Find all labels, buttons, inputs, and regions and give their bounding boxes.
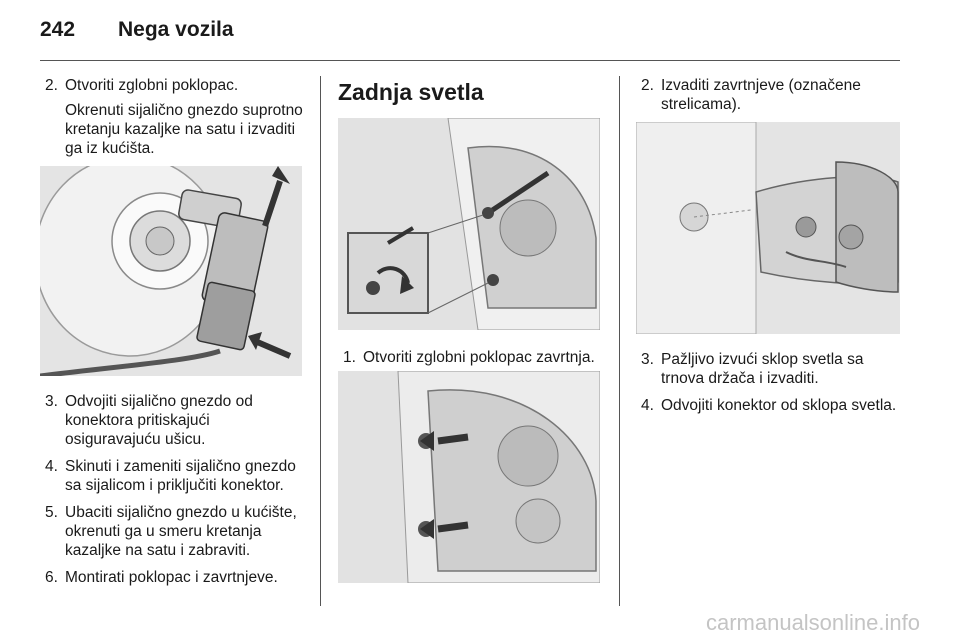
step-number: 6. [45,569,58,586]
step-3-pull-light-assembly [636,350,904,388]
rear-light-removal-illustration [636,122,900,334]
column-right [636,76,904,423]
step-text: Odvojiti konektor od sklopa svetla. [661,397,897,414]
step-number: 5. [45,504,58,521]
step-4-replace-socket [40,457,308,495]
step-5-insert-socket [40,503,308,560]
step-text: Izvaditi zavrtnjeve (označene strelicama). [661,77,861,113]
column-middle [338,76,606,583]
rear-light-screws-illustration [338,371,600,583]
step-number: 2. [45,77,58,94]
step-text: Ubaciti sijalično gnezdo u kućište, okrenuti ga u smeru kretanja kazaljke na satu i zabraviti. [65,504,297,559]
step-text: Montirati poklopac i zavrtnjeve. [65,569,278,586]
step-number: 1. [343,349,356,366]
step-text: Otvoriti zglobni poklopac zavrtnja. [363,349,595,366]
rear-light-cover-illustration [338,118,600,330]
page-title: Nega vozila [118,18,234,41]
page-number: 242 [40,18,76,41]
step-6-mount-cover [40,568,308,587]
step-4-detach-connector [636,396,904,415]
step-number: 2. [641,77,654,94]
step-3-detach-socket [40,392,308,449]
section-title: Zadnja svetla [338,79,484,105]
header-rule [40,60,900,61]
step-text: Otvoriti zglobni poklopac. [65,77,239,94]
step-subtext: Okrenuti sijalično gnezdo suprotno kretanju kazaljke na satu i izvaditi ga iz kućišta. [65,102,303,157]
step-number: 3. [45,393,58,410]
step-number: 3. [641,351,654,368]
step-2-open-cover [40,76,308,158]
step-text: Odvojiti sijalično gnezdo od konektora pritiskajući osiguravajuću ušicu. [65,393,253,448]
bulb-socket-illustration [40,166,302,376]
step-text: Skinuti i zameniti sijalično gnezdo sa sijalicom i priključiti konektor. [65,458,296,494]
column-divider-1 [320,76,321,606]
step-number: 4. [45,458,58,475]
column-left [40,76,308,595]
step-1-open-screw-cover [338,348,606,367]
watermark: carmanualsonline.info [705,610,920,635]
step-text: Pažljivo izvući sklop svetla sa trnova držača i izvaditi. [661,351,864,387]
step-number: 4. [641,397,654,414]
step-2-remove-screws [636,76,904,114]
column-divider-2 [619,76,620,606]
